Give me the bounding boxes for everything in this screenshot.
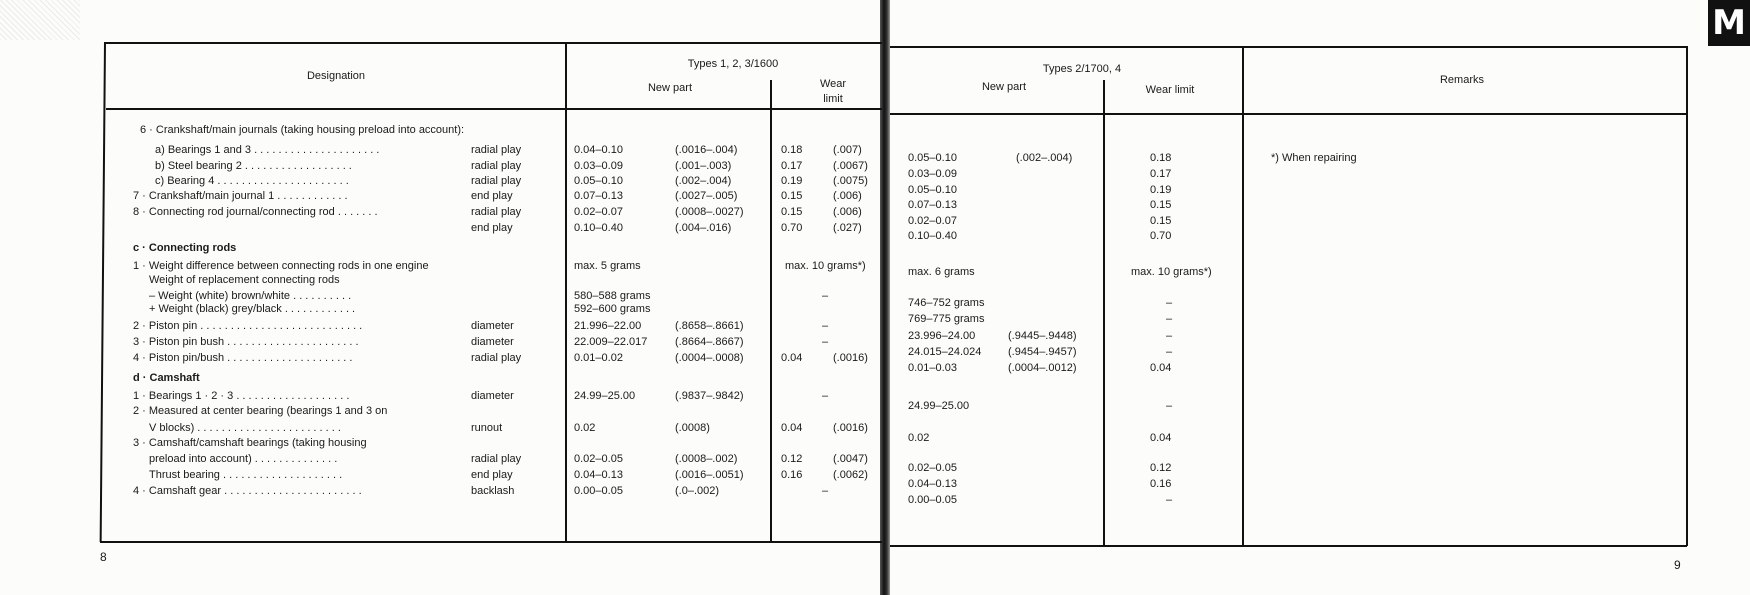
left-row-wear-limit: – bbox=[822, 290, 829, 302]
left-row-label: 3 · Camshaft/camshaft bearings (taking housing bbox=[133, 437, 367, 449]
left-row-param: diameter bbox=[471, 320, 514, 332]
left-row-label: + Weight (black) grey/black . . . . . . . . . . . . bbox=[149, 303, 356, 315]
header-wear-left-1: Wear bbox=[819, 78, 847, 90]
header-wear-right: Wear limit bbox=[1145, 84, 1195, 96]
right-row-wear-limit: 0.12 bbox=[1150, 462, 1172, 474]
right-row-wear-limit: 0.04 bbox=[1150, 362, 1172, 374]
left-row-wear-limit: 0.17 bbox=[781, 160, 803, 172]
left-row-new-part: 0.01–0.02 bbox=[574, 352, 623, 364]
left-row-label: b) Steel bearing 2 . . . . . . . . . . . . . . . . . . bbox=[155, 160, 352, 172]
right-row-wear-limit: max. 10 grams*) bbox=[1131, 266, 1212, 278]
right-row-wear-limit: – bbox=[1166, 494, 1173, 506]
left-row-param: radial play bbox=[471, 175, 522, 187]
right-row-new-part: 0.02–0.07 bbox=[908, 215, 957, 227]
left-row-wear-limit: 0.18 bbox=[781, 144, 803, 156]
left-row-new-part-inch: (.0004–.0008) bbox=[675, 352, 744, 364]
right-row-new-part-inch: (.9454–.9457) bbox=[1008, 346, 1077, 358]
left-row-new-part: 0.02–0.07 bbox=[574, 206, 623, 218]
left-table-bottom-border bbox=[100, 541, 882, 543]
left-row-new-part: 0.05–0.10 bbox=[574, 175, 623, 187]
left-row-wear-limit-inch: (.0047) bbox=[833, 453, 868, 465]
header-designation: Designation bbox=[306, 70, 366, 82]
right-row-new-part: 24.99–25.00 bbox=[908, 400, 970, 412]
left-row-new-part: 0.02–0.05 bbox=[574, 453, 623, 465]
left-row-wear-limit: max. 10 grams*) bbox=[785, 260, 866, 272]
left-row-label: 2 · Measured at center bearing (bearings 1 and 3 on bbox=[133, 405, 388, 417]
right-row-wear-limit: 0.70 bbox=[1150, 230, 1172, 242]
left-row-wear-limit: 0.16 bbox=[781, 469, 803, 481]
left-row-label: V blocks) . . . . . . . . . . . . . . . . . . . . . . . . bbox=[149, 422, 341, 434]
right-header-divider bbox=[890, 113, 1687, 115]
left-row-wear-limit-inch: (.006) bbox=[833, 206, 862, 218]
right-row-wear-limit: – bbox=[1166, 400, 1173, 412]
left-row-param: radial play bbox=[471, 144, 522, 156]
left-table-top-border bbox=[106, 42, 882, 44]
left-row-label: 7 · Crankshaft/main journal 1 . . . . . . . . . . . . bbox=[133, 190, 348, 202]
left-row-label: preload into account) . . . . . . . . . . . . . . bbox=[149, 453, 338, 465]
left-row-label: 4 · Camshaft gear . . . . . . . . . . . . . . . . . . . . . . . bbox=[133, 485, 362, 497]
left-row-wear-limit-inch: (.0016) bbox=[833, 422, 868, 434]
left-row-label: – Weight (white) brown/white . . . . . . . . . . bbox=[149, 290, 352, 302]
left-row-new-part-inch: (.0–.002) bbox=[675, 485, 720, 497]
left-row-label: c · Connecting rods bbox=[133, 242, 237, 254]
left-row-new-part: 0.04–0.13 bbox=[574, 469, 623, 481]
left-row-wear-limit-inch: (.0016) bbox=[833, 352, 868, 364]
left-row-label: Weight of replacement connecting rods bbox=[149, 274, 340, 286]
left-row-param: radial play bbox=[471, 352, 522, 364]
left-row-label: 3 · Piston pin bush . . . . . . . . . . . . . . . . . . . . . . bbox=[133, 336, 359, 348]
left-row-wear-limit: – bbox=[822, 320, 829, 332]
right-row-new-part: 0.05–0.10 bbox=[908, 152, 957, 164]
left-header-divider bbox=[106, 108, 882, 110]
header-new-part-left: New part bbox=[647, 82, 693, 94]
header-types-left: Types 1, 2, 3/1600 bbox=[687, 58, 779, 70]
right-row-new-part: 24.015–24.024 bbox=[908, 346, 982, 358]
right-row-new-part: 23.996–24.00 bbox=[908, 330, 976, 342]
right-row-new-part: 0.05–0.10 bbox=[908, 184, 957, 196]
left-row-wear-limit: 0.70 bbox=[781, 222, 803, 234]
left-row-wear-limit: 0.15 bbox=[781, 190, 803, 202]
left-row-wear-limit: 0.12 bbox=[781, 453, 803, 465]
remark-text: *) When repairing bbox=[1271, 152, 1357, 164]
left-row-wear-limit: – bbox=[822, 485, 829, 497]
left-row-label: 1 · Bearings 1 · 2 · 3 . . . . . . . . . . . . . . . . . . . bbox=[133, 390, 350, 402]
left-row-label: 8 · Connecting rod journal/connecting rod . . . . . . . bbox=[133, 206, 378, 218]
right-row-wear-limit: 0.15 bbox=[1150, 199, 1172, 211]
right-row-new-part: 0.00–0.05 bbox=[908, 494, 957, 506]
right-col-divider-remarks bbox=[1242, 46, 1244, 546]
left-col-divider-designation bbox=[565, 42, 567, 542]
left-row-new-part: 0.02 bbox=[574, 422, 596, 434]
left-row-new-part-inch: (.8658–.8661) bbox=[675, 320, 744, 332]
left-row-param: end play bbox=[471, 222, 513, 234]
left-row-wear-limit: – bbox=[822, 336, 829, 348]
left-row-param: diameter bbox=[471, 336, 514, 348]
left-row-label: c) Bearing 4 . . . . . . . . . . . . . . . . . . . . . . bbox=[155, 175, 349, 187]
right-col-divider-wear bbox=[1103, 80, 1105, 545]
right-row-new-part: 0.04–0.13 bbox=[908, 478, 957, 490]
left-row-wear-limit-inch: (.0075) bbox=[833, 175, 868, 187]
left-row-label: 4 · Piston pin/bush . . . . . . . . . . . . . . . . . . . . . bbox=[133, 352, 353, 364]
left-row-new-part: 0.03–0.09 bbox=[574, 160, 623, 172]
right-row-new-part: 0.07–0.13 bbox=[908, 199, 957, 211]
header-wear-left-2: limit bbox=[823, 93, 843, 105]
left-row-new-part: 0.10–0.40 bbox=[574, 222, 623, 234]
right-row-new-part: 0.03–0.09 bbox=[908, 168, 957, 180]
right-row-wear-limit: – bbox=[1166, 346, 1173, 358]
left-row-new-part: 0.07–0.13 bbox=[574, 190, 623, 202]
left-row-param: radial play bbox=[471, 160, 522, 172]
header-remarks: Remarks bbox=[1439, 74, 1485, 86]
left-row-new-part-inch: (.0016–.004) bbox=[675, 144, 738, 156]
left-row-label: Thrust bearing . . . . . . . . . . . . . . . . . . . . bbox=[149, 469, 343, 481]
right-row-new-part: max. 6 grams bbox=[908, 266, 975, 278]
left-row-param: backlash bbox=[471, 485, 515, 497]
right-table-right-border bbox=[1686, 46, 1688, 546]
left-row-new-part-inch: (.9837–.9842) bbox=[675, 390, 744, 402]
left-row-new-part: 0.00–0.05 bbox=[574, 485, 623, 497]
left-row-new-part: 22.009–22.017 bbox=[574, 336, 648, 348]
left-row-wear-limit: 0.04 bbox=[781, 422, 803, 434]
right-row-new-part-inch: (.0004–.0012) bbox=[1008, 362, 1077, 374]
right-row-wear-limit: 0.16 bbox=[1150, 478, 1172, 490]
left-row-new-part-inch: (.001–.003) bbox=[675, 160, 732, 172]
left-row-wear-limit-inch: (.0067) bbox=[833, 160, 868, 172]
left-row-wear-limit: 0.04 bbox=[781, 352, 803, 364]
header-types-right: Types 2/1700, 4 bbox=[1042, 63, 1122, 75]
left-row-new-part: 21.996–22.00 bbox=[574, 320, 642, 332]
left-row-param: radial play bbox=[471, 453, 522, 465]
right-table-bottom-border bbox=[890, 545, 1687, 547]
left-row-param: end play bbox=[471, 190, 513, 202]
book-spine bbox=[880, 0, 890, 595]
left-row-new-part-inch: (.004–.016) bbox=[675, 222, 732, 234]
right-row-wear-limit: – bbox=[1166, 330, 1173, 342]
right-row-new-part: 0.01–0.03 bbox=[908, 362, 957, 374]
right-row-new-part: 769–775 grams bbox=[908, 313, 985, 325]
left-row-param: end play bbox=[471, 469, 513, 481]
left-row-new-part-inch: (.0016–.0051) bbox=[675, 469, 744, 481]
right-row-wear-limit: 0.17 bbox=[1150, 168, 1172, 180]
left-row-wear-limit: 0.19 bbox=[781, 175, 803, 187]
left-row-new-part: 580–588 grams bbox=[574, 290, 651, 302]
right-row-wear-limit: 0.04 bbox=[1150, 432, 1172, 444]
left-row-wear-limit-inch: (.006) bbox=[833, 190, 862, 202]
right-row-new-part: 746–752 grams bbox=[908, 297, 985, 309]
left-row-param: radial play bbox=[471, 206, 522, 218]
left-row-new-part: max. 5 grams bbox=[574, 260, 641, 272]
right-row-new-part-inch: (.002–.004) bbox=[1016, 152, 1073, 164]
left-row-wear-limit: – bbox=[822, 390, 829, 402]
right-row-wear-limit: – bbox=[1166, 313, 1173, 325]
left-row-wear-limit-inch: (.007) bbox=[833, 144, 862, 156]
left-row-wear-limit-inch: (.0062) bbox=[833, 469, 868, 481]
right-table-top-border bbox=[890, 46, 1687, 48]
left-row-new-part: 592–600 grams bbox=[574, 303, 651, 315]
left-row-label: a) Bearings 1 and 3 . . . . . . . . . . . . . . . . . . . . . bbox=[155, 144, 380, 156]
scan-noise bbox=[0, 0, 80, 40]
right-row-wear-limit: – bbox=[1166, 297, 1173, 309]
left-row-new-part-inch: (.0008–.0027) bbox=[675, 206, 744, 218]
right-row-new-part: 0.10–0.40 bbox=[908, 230, 957, 242]
left-row-label: 6 · Crankshaft/main journals (taking housing preload into account): bbox=[140, 124, 465, 136]
left-row-label: d · Camshaft bbox=[133, 372, 200, 384]
left-row-label: 1 · Weight difference between connecting rods in one engine bbox=[133, 260, 429, 272]
left-row-new-part: 24.99–25.00 bbox=[574, 390, 636, 402]
left-row-wear-limit: 0.15 bbox=[781, 206, 803, 218]
left-row-param: diameter bbox=[471, 390, 514, 402]
right-row-wear-limit: 0.19 bbox=[1150, 184, 1172, 196]
header-new-part-right: New part bbox=[981, 81, 1027, 93]
right-row-new-part-inch: (.9445–.9448) bbox=[1008, 330, 1077, 342]
left-row-new-part: 0.04–0.10 bbox=[574, 144, 623, 156]
left-row-new-part-inch: (.0027–.005) bbox=[675, 190, 738, 202]
left-row-new-part-inch: (.8664–.8667) bbox=[675, 336, 744, 348]
left-row-new-part-inch: (.0008–.002) bbox=[675, 453, 738, 465]
right-row-new-part: 0.02–0.05 bbox=[908, 462, 957, 474]
right-row-wear-limit: 0.18 bbox=[1150, 152, 1172, 164]
right-row-new-part: 0.02 bbox=[908, 432, 930, 444]
left-row-new-part-inch: (.0008) bbox=[675, 422, 710, 434]
left-row-new-part-inch: (.002–.004) bbox=[675, 175, 732, 187]
left-row-param: runout bbox=[471, 422, 503, 434]
right-row-wear-limit: 0.15 bbox=[1150, 215, 1172, 227]
page-number-right: 9 bbox=[1674, 558, 1681, 572]
section-tab: M bbox=[1708, 0, 1750, 46]
left-col-divider-wear bbox=[770, 80, 772, 542]
page-number-left: 8 bbox=[100, 550, 107, 564]
left-row-label: 2 · Piston pin . . . . . . . . . . . . . . . . . . . . . . . . . . . bbox=[133, 320, 363, 332]
left-row-wear-limit-inch: (.027) bbox=[833, 222, 862, 234]
